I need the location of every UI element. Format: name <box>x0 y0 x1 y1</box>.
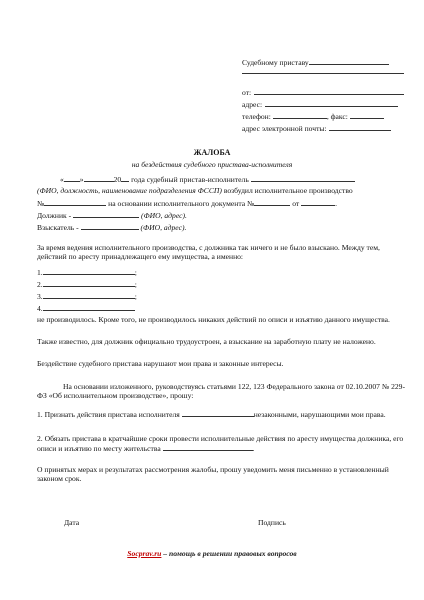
list-item: 3. ; <box>37 292 137 301</box>
addressee-line <box>242 57 389 67</box>
item-blank <box>43 291 135 299</box>
address-line <box>242 99 398 109</box>
document-title: ЖАЛОБА <box>193 148 231 157</box>
phone-line <box>242 111 384 121</box>
claimant-blank <box>81 222 139 230</box>
item-number: 3. <box>37 292 43 301</box>
debtor-hint: (ФИО, адрес). <box>140 211 187 220</box>
request-1-start: 1. Признать действия пристава исполнителя <box>37 410 180 419</box>
paragraph-employed: Также известно, для должник официально трудоустроен, а взыскание на заработную плату не наложено. <box>37 337 376 346</box>
paragraph-no-recovery: За время ведения исполнительного производства, с должника так ничего и не было взыскано. Между тем, действий по аресту принадлежащего ему имущества, а именно: <box>37 243 380 262</box>
item-number: 4. <box>37 304 43 313</box>
year-prefix: 20 <box>113 175 122 184</box>
from-label: от: <box>242 88 252 97</box>
email-label: адрес электронной почты: <box>242 124 327 133</box>
document-number-line: № на основании исполнительного документа № от . <box>37 199 338 208</box>
phone-label: телефон: <box>242 112 271 121</box>
list-item: 2. ; <box>37 280 137 289</box>
signature-label: Подпись <box>258 518 286 527</box>
open-quote: « <box>60 175 64 184</box>
debtor-blank <box>73 210 139 218</box>
item-blank <box>43 303 135 311</box>
from-text: от <box>292 199 300 208</box>
doc-date-blank <box>301 198 335 206</box>
year-blank <box>121 174 129 182</box>
list-item: 1. ; <box>37 268 137 277</box>
email-line <box>242 123 391 133</box>
request-2-text: 2. Обязать пристава в кратчайшие сроки провести исполнительные действия по аресту имущества должника, его описи и изъятию по месту жительства <box>37 434 404 454</box>
paragraph-rights-violated: Бездействие судебного пристава нарушают мои права и законные интересы. <box>37 359 284 368</box>
addressee-blank <box>309 57 389 65</box>
request-2: 2. Обязать пристава в кратчайшие сроки провести исполнительные действия по аресту имущества должника, его описи и изъятию по месту жительства . <box>37 434 404 454</box>
proceedings-number-blank <box>44 198 106 206</box>
document-subtitle: на бездействия судебного пристава-исполнителя <box>131 160 293 169</box>
footer-tagline: – помощь в решении правовых вопросов <box>161 549 297 558</box>
doc-number-blank <box>254 198 290 206</box>
from-line <box>242 87 404 97</box>
close-quote: » <box>79 175 84 184</box>
residence-blank <box>163 443 253 451</box>
phone-blank <box>273 111 327 119</box>
request-1-end: незаконными, нарушающими мои права. <box>253 410 386 419</box>
email-blank <box>329 123 391 131</box>
list-item <box>37 303 135 313</box>
claimant-label: Взыскатель - <box>37 223 79 232</box>
request-1 <box>37 409 407 419</box>
month-blank <box>84 174 114 182</box>
bailiff-name-blank <box>182 409 254 417</box>
proceedings-text: возбудил исполнительное производство <box>223 186 353 195</box>
claimant-line <box>37 222 186 232</box>
fio-hint: (ФИО, должность, наименование подразделения ФССП) <box>37 186 222 195</box>
year-suffix: года судебный пристав-исполнитель <box>131 175 249 184</box>
footer <box>0 549 424 558</box>
fax-label: , факс: <box>326 112 348 121</box>
day-blank <box>64 174 80 182</box>
debtor-line <box>37 210 187 220</box>
date-line <box>60 174 355 184</box>
bailiff-blank <box>251 174 355 182</box>
address-blank <box>265 99 398 107</box>
item-blank <box>43 279 135 287</box>
fax-blank <box>350 111 384 119</box>
item-number: 1. <box>37 268 43 277</box>
item-number: 2. <box>37 280 43 289</box>
claimant-hint: (ФИО, адрес). <box>140 223 187 232</box>
item-blank <box>43 267 135 275</box>
basis-text: на основании исполнительного документа № <box>108 199 255 208</box>
no-label: № <box>37 199 45 208</box>
address-label: адрес: <box>242 100 263 109</box>
from-blank <box>254 87 404 95</box>
paragraph-legal-basis: На основании изложенного, руководствуясь статьями 122, 123 Федерального закона от 02.10.2007 № 229-ФЗ «Об исполнительном производстве», прошу: <box>37 382 405 401</box>
footer-brand-link[interactable]: Socprav.ru <box>127 549 162 558</box>
paragraph-no-actions: не производилось. Кроме того, не производилось никаких действий по описи и изъятию данного имущества. <box>37 315 390 324</box>
addressee-extra-line <box>242 73 404 74</box>
debtor-label: Должник - <box>37 211 72 220</box>
bailiff-hint-line <box>37 186 353 195</box>
to-label: Судебному приставу <box>242 58 309 67</box>
paragraph-notify: О принятых мерах и результатах рассмотрения жалобы, прошу уведомить меня письменно в установленный законом срок. <box>37 465 389 484</box>
date-label: Дата <box>64 518 80 527</box>
